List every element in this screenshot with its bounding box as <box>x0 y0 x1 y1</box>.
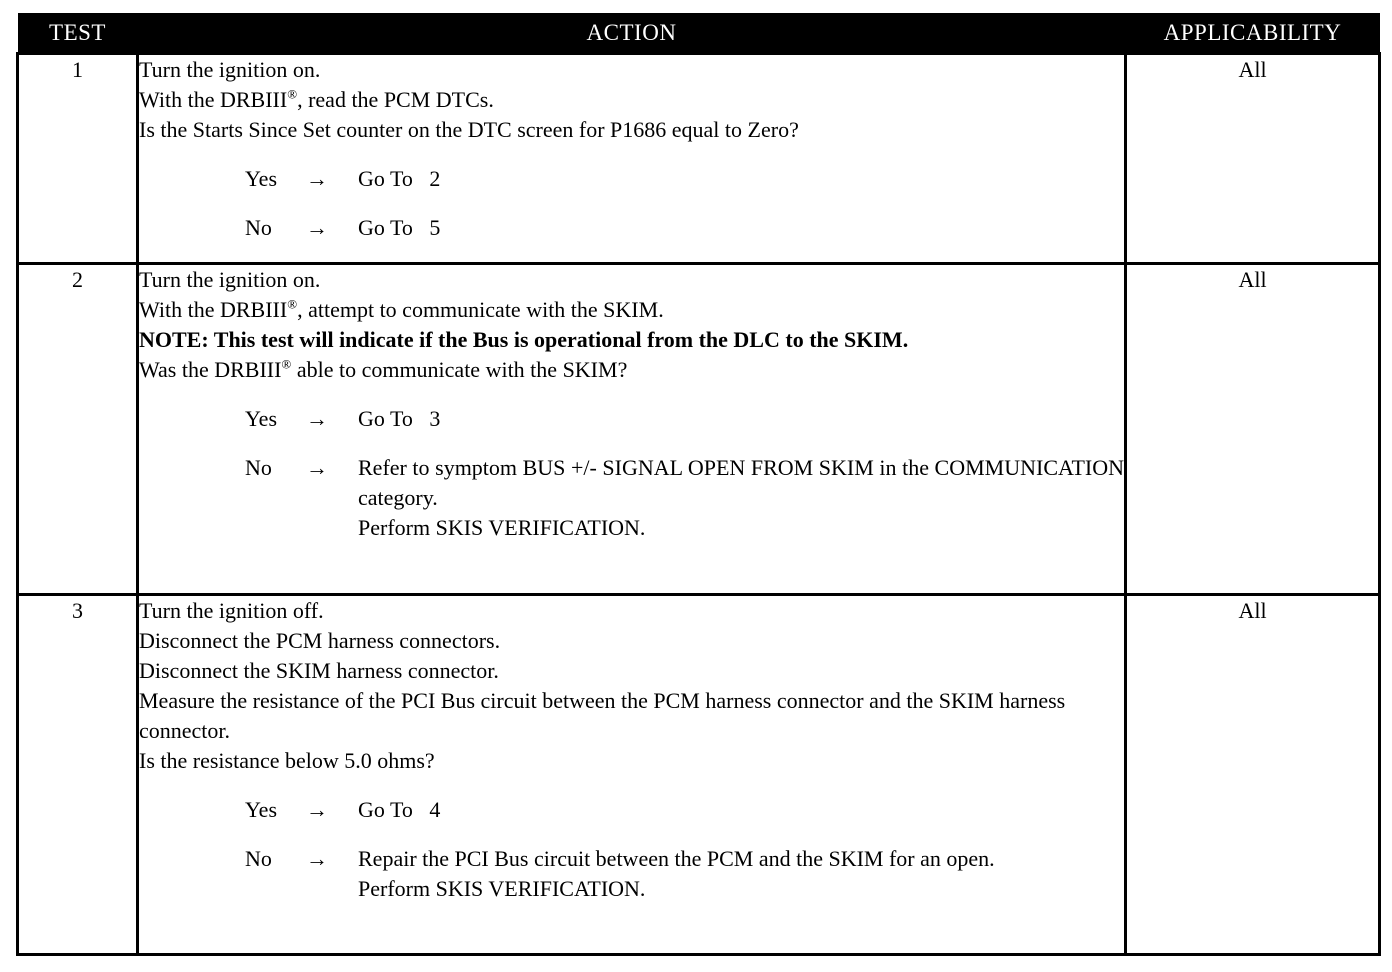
branch-yes <box>139 404 1124 434</box>
action-cell <box>138 54 1126 264</box>
action-line: Disconnect the PCM harness connectors. <box>139 628 501 653</box>
branch-result: Go To 5 <box>358 215 441 240</box>
arrow-icon: → <box>306 797 328 822</box>
action-line: Measure the resistance of the PCI Bus circuit between the PCM harness connector and the SKIM harness connector. <box>139 688 1066 743</box>
branch-answer: Yes <box>245 166 278 191</box>
branch-list <box>139 795 1124 904</box>
action-line: Is the resistance below 5.0 ohms? <box>139 748 435 773</box>
branch-yes <box>139 795 1124 825</box>
registered-mark: ® <box>287 86 298 102</box>
branch-result: Repair the PCI Bus circuit between the PCM and the SKIM for an open. Perform SKIS VERIFICATION. <box>358 846 995 901</box>
action-line: With the DRBIII®, read the PCM DTCs. <box>139 86 494 112</box>
applicability-cell: All <box>1126 54 1380 264</box>
action-line: Was the DRBIII® able to communicate with the SKIM? <box>139 356 628 382</box>
applicability-cell: All <box>1126 595 1380 955</box>
action-line: With the DRBIII®, attempt to communicate with the SKIM. <box>139 296 664 322</box>
header-action: ACTION <box>138 13 1126 54</box>
branch-answer: No <box>245 846 272 871</box>
branch-list <box>139 164 1124 243</box>
diagnostic-table <box>16 13 1381 956</box>
arrow-icon: → <box>306 406 328 431</box>
branch-result: Refer to symptom BUS +/- SIGNAL OPEN FROM SKIM in the COMMUNICATION category. Perform SKIS VERIFICATION. <box>358 455 1124 540</box>
table-row <box>18 595 1380 955</box>
branch-no <box>139 453 1124 543</box>
branch-answer: No <box>245 455 272 480</box>
action-line: Disconnect the SKIM harness connector. <box>139 658 499 683</box>
table-row <box>18 264 1380 595</box>
branch-list <box>139 404 1124 543</box>
action-line: Is the Starts Since Set counter on the DTC screen for P1686 equal to Zero? <box>139 117 799 142</box>
test-number: 2 <box>18 264 138 595</box>
registered-mark: ® <box>281 356 292 372</box>
test-number: 1 <box>18 54 138 264</box>
arrow-icon: → <box>306 166 328 191</box>
table-row <box>18 54 1380 264</box>
branch-answer: No <box>245 215 272 240</box>
action-line: Turn the ignition off. <box>139 598 324 623</box>
branch-answer: Yes <box>245 406 278 431</box>
branch-result: Go To 3 <box>358 406 441 431</box>
action-cell <box>138 595 1126 955</box>
action-line: Turn the ignition on. <box>139 57 321 82</box>
branch-no <box>139 844 1124 904</box>
action-line: Turn the ignition on. <box>139 267 321 292</box>
arrow-icon: → <box>306 215 328 240</box>
branch-no <box>139 213 1124 243</box>
note-text: NOTE: This test will indicate if the Bus is operational from the DLC to the SKIM. <box>139 327 909 352</box>
header-applicability: APPLICABILITY <box>1126 13 1380 54</box>
arrow-icon: → <box>306 455 328 480</box>
header-test: TEST <box>18 13 138 54</box>
branch-result: Go To 2 <box>358 166 441 191</box>
applicability-cell: All <box>1126 264 1380 595</box>
branch-answer: Yes <box>245 797 278 822</box>
action-cell <box>138 264 1126 595</box>
test-number: 3 <box>18 595 138 955</box>
branch-yes <box>139 164 1124 194</box>
registered-mark: ® <box>287 296 298 312</box>
table-header <box>18 13 1380 54</box>
arrow-icon: → <box>306 846 328 871</box>
branch-result: Go To 4 <box>358 797 441 822</box>
